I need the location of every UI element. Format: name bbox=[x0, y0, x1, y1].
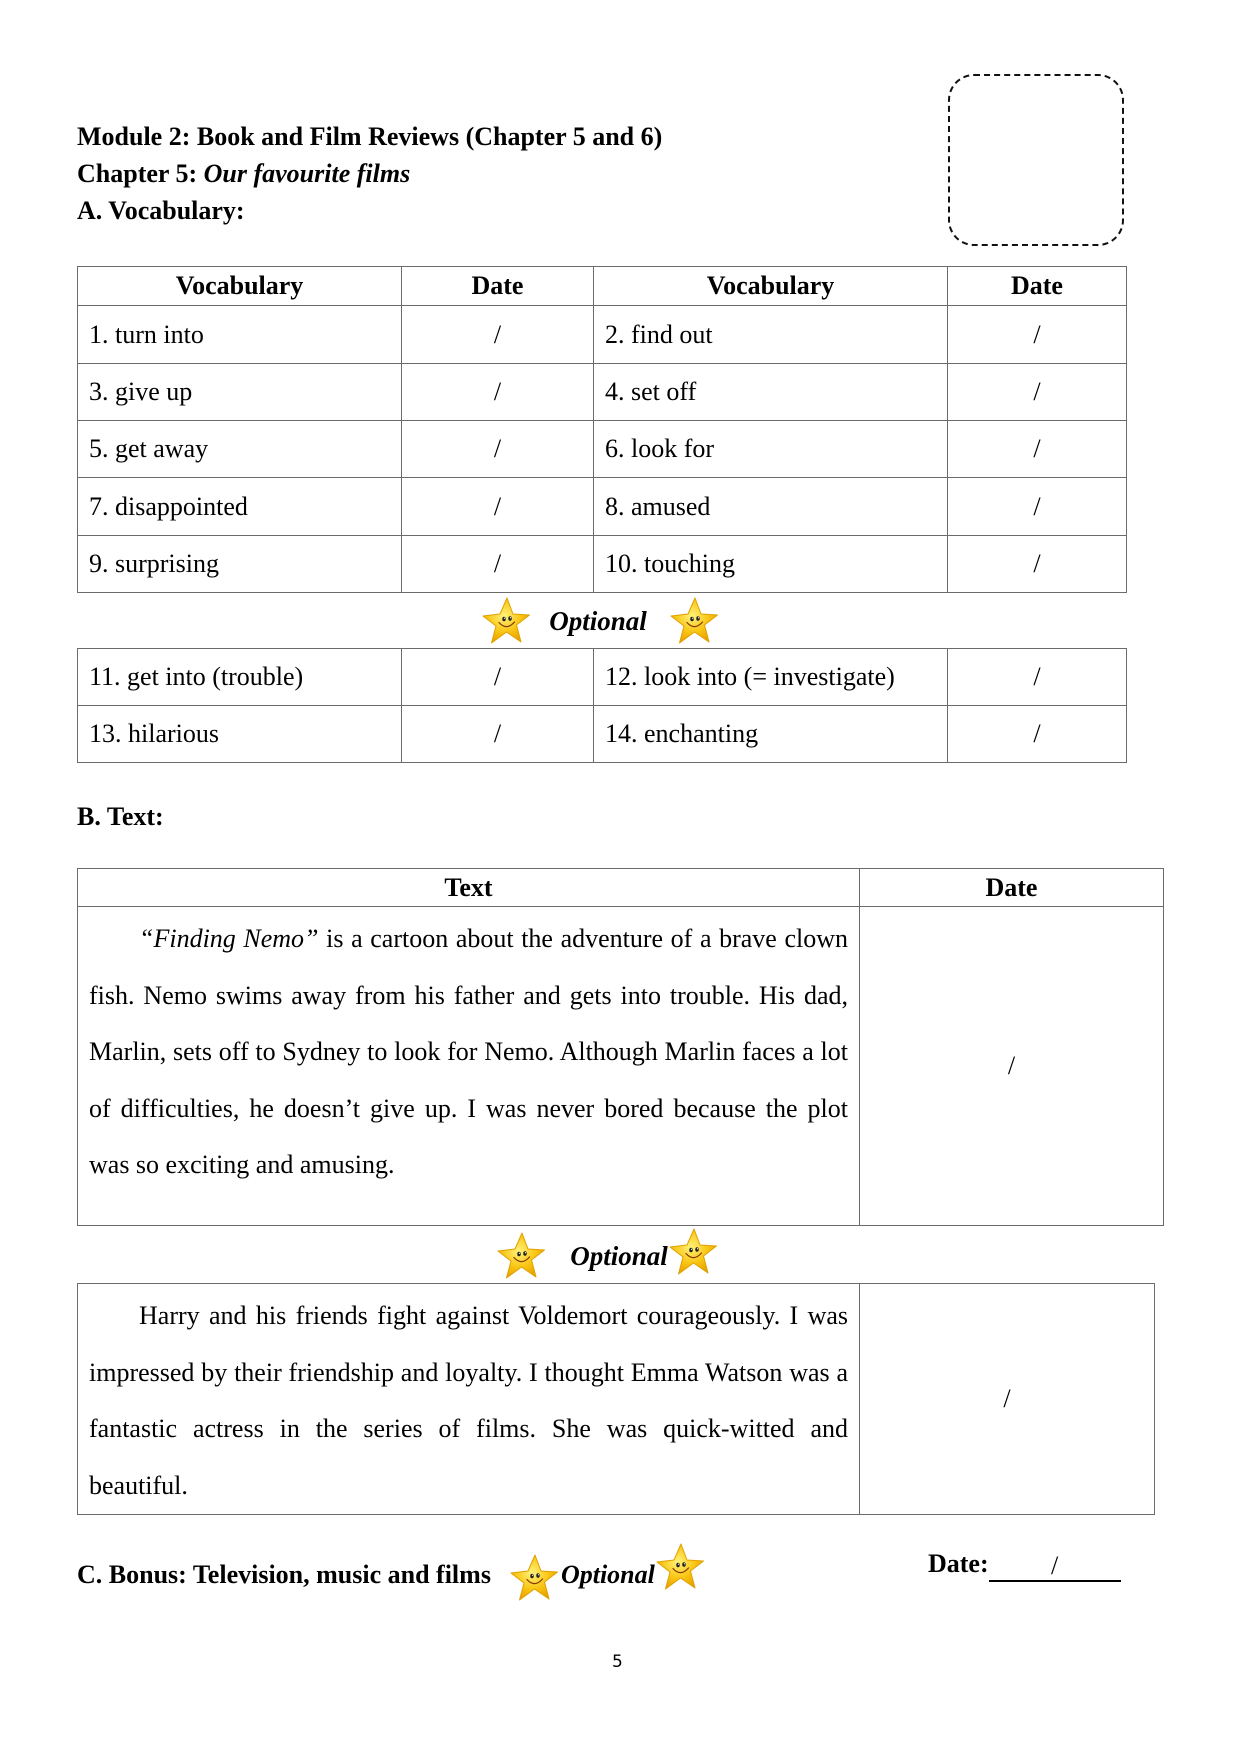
module-title-text: Module 2: Book and Film Reviews (Chapter 5 and 6) bbox=[77, 122, 663, 151]
optional-text: Optional bbox=[560, 1559, 655, 1589]
date-field[interactable]: / bbox=[948, 478, 1127, 536]
optional-text: Optional bbox=[549, 605, 647, 636]
vocab-item: 11. get into (trouble) bbox=[78, 649, 402, 706]
smiley-star-icon bbox=[669, 596, 719, 646]
date-field[interactable]: / bbox=[402, 649, 594, 706]
date-field[interactable]: / bbox=[402, 478, 594, 536]
vocab-item: 2. find out bbox=[594, 306, 948, 364]
vocab-item: 4. set off bbox=[594, 364, 948, 421]
table-row bbox=[78, 536, 1127, 593]
bonus-date-field[interactable]: / bbox=[989, 1552, 1121, 1582]
column-header-date: Date bbox=[402, 267, 594, 306]
vocab-item: 13. hilarious bbox=[78, 706, 402, 763]
date-field[interactable]: / bbox=[402, 364, 594, 421]
date-field[interactable]: / bbox=[402, 536, 594, 593]
column-header-date: Date bbox=[860, 869, 1164, 907]
table-row bbox=[78, 306, 1127, 364]
column-header-date: Date bbox=[948, 267, 1127, 306]
optional-text-table bbox=[77, 1283, 1155, 1515]
vocab-item: 8. amused bbox=[594, 478, 948, 536]
table-row bbox=[78, 907, 1164, 1226]
table-row bbox=[78, 478, 1127, 536]
date-field[interactable]: / bbox=[402, 421, 594, 478]
film-title: “Finding Nemo” bbox=[139, 924, 319, 953]
column-header-vocabulary: Vocabulary bbox=[78, 267, 402, 306]
page-number: 5 bbox=[612, 1652, 623, 1672]
module-title bbox=[77, 118, 662, 155]
passage-finding-nemo bbox=[78, 907, 860, 1226]
bonus-date-label: Date: bbox=[928, 1549, 989, 1578]
date-field[interactable]: / bbox=[860, 907, 1164, 1226]
text-table-header bbox=[78, 869, 1164, 907]
passage-body: Harry and his friends fight against Voldemort courageously. I was impressed by their friendship and loyalty. I thought Emma Watson was a fantastic actress in the series of films. She was quick-witted and beautiful. bbox=[89, 1301, 848, 1500]
section-b-heading: B. Text: bbox=[77, 802, 164, 831]
section-a-heading: A. Vocabulary: bbox=[77, 196, 245, 225]
date-field[interactable]: / bbox=[948, 649, 1127, 706]
table-row bbox=[78, 706, 1127, 763]
optional-text: Optional bbox=[570, 1240, 668, 1271]
optional-label bbox=[482, 1230, 732, 1282]
vocab-item: 1. turn into bbox=[78, 306, 402, 364]
section-c-title: C. Bonus: Television, music and films bbox=[77, 1559, 491, 1589]
vocab-item: 3. give up bbox=[78, 364, 402, 421]
chapter-title bbox=[77, 155, 410, 192]
vocabulary-table-header bbox=[78, 267, 1127, 306]
smiley-star-icon bbox=[481, 596, 531, 646]
date-field[interactable]: / bbox=[948, 536, 1127, 593]
vocab-item: 6. look for bbox=[594, 421, 948, 478]
optional-vocabulary-table bbox=[77, 648, 1127, 763]
vocab-item: 9. surprising bbox=[78, 536, 402, 593]
vocabulary-table bbox=[77, 266, 1127, 593]
vocab-item: 10. touching bbox=[594, 536, 948, 593]
date-field[interactable]: / bbox=[860, 1284, 1155, 1515]
vocab-item: 14. enchanting bbox=[594, 706, 948, 763]
column-header-text: Text bbox=[78, 869, 860, 907]
optional-label bbox=[470, 595, 730, 647]
vocab-item: 7. disappointed bbox=[78, 478, 402, 536]
date-field[interactable]: / bbox=[402, 306, 594, 364]
table-row bbox=[78, 1284, 1155, 1515]
text-table bbox=[77, 868, 1164, 1226]
date-field[interactable]: / bbox=[948, 421, 1127, 478]
date-field[interactable]: / bbox=[948, 706, 1127, 763]
smiley-star-icon bbox=[496, 1231, 546, 1281]
smiley-star-icon bbox=[668, 1227, 718, 1277]
smiley-star-icon bbox=[655, 1542, 705, 1592]
column-header-vocabulary: Vocabulary bbox=[594, 267, 948, 306]
bonus-date bbox=[928, 1545, 1121, 1582]
section-c-heading bbox=[77, 1545, 705, 1603]
passage-body: is a cartoon about the adventure of a brave clown fish. Nemo swims away from his father and gets into trouble. His dad, Marlin, sets off to Sydney to look for Nemo. Although Marlin faces a lot of difficulties, he doesn’t give up. I was never bored because the plot was so exciting and amusing. bbox=[89, 924, 848, 1179]
chapter-name: Our favourite films bbox=[203, 159, 411, 188]
table-row bbox=[78, 364, 1127, 421]
date-field[interactable]: / bbox=[402, 706, 594, 763]
passage-harry-potter bbox=[78, 1284, 860, 1515]
smiley-star-icon bbox=[509, 1553, 559, 1603]
chapter-prefix: Chapter 5: bbox=[77, 159, 204, 188]
date-field[interactable]: / bbox=[948, 306, 1127, 364]
sticker-box bbox=[948, 74, 1124, 246]
vocab-item: 12. look into (= investigate) bbox=[594, 649, 948, 706]
table-row bbox=[78, 421, 1127, 478]
date-field[interactable]: / bbox=[948, 364, 1127, 421]
table-row bbox=[78, 649, 1127, 706]
vocab-item: 5. get away bbox=[78, 421, 402, 478]
